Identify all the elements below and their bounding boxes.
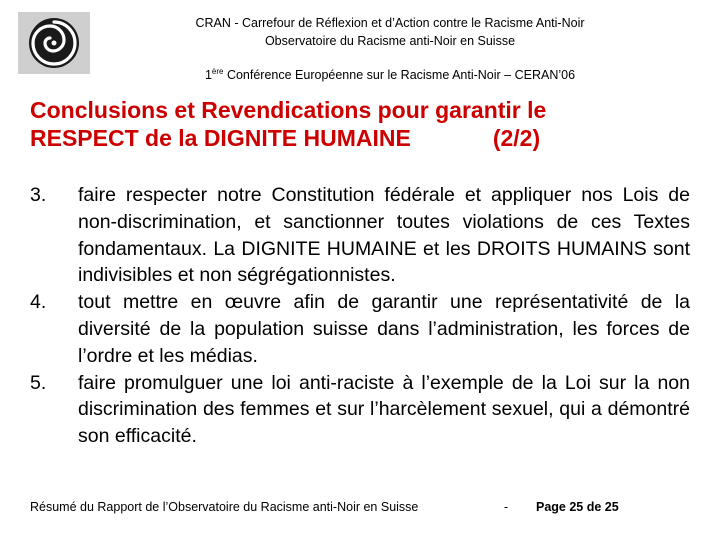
footer-separator: -	[504, 500, 509, 514]
cran-logo	[18, 12, 90, 74]
demands-list	[30, 182, 690, 450]
title-line-2-text: RESPECT de la DIGNITE HUMAINE	[30, 125, 411, 151]
list-item-text: tout mettre en œuvre afin de garantir une représentativité de la diversité de la population suisse dans l’administration, les forces de l’ordre et les médias.	[78, 291, 690, 367]
header-observatory: Observatoire du Racisme anti-Noir en Suisse	[264, 34, 516, 48]
list-item	[30, 289, 690, 369]
conference-number: 1	[204, 68, 212, 82]
title-line-1: Conclusions et Revendications pour garantir le	[30, 97, 547, 123]
conference-ordinal: ère	[211, 67, 224, 76]
list-item-text: faire respecter notre Constitution fédérale et appliquer nos Lois de non-discrimination, et sanctionner toutes violations de ces Textes fondamentaux. La DIGNITE HUMAINE et les DROITS HUMAINS sont indivisibles et non ségrégationnistes.	[78, 184, 690, 287]
list-item-number: 5.	[30, 371, 47, 394]
list-item	[30, 370, 690, 450]
list-item-number: 3.	[30, 184, 47, 206]
title-page-indicator: (2/2)	[492, 125, 541, 151]
title-line-2	[30, 124, 710, 152]
list-item-number: 4.	[30, 291, 47, 314]
list-item-text: faire promulguer une loi anti-raciste à l’exemple de la Loi sur la non discrimination des femmes et sur l’harcèlement sexuel, qui a démontré son efficacité.	[78, 371, 690, 448]
footer-report-title: Résumé du Rapport de l’Observatoire du Racisme anti-Noir en Suisse	[30, 500, 419, 514]
header-conference	[100, 66, 680, 84]
list-item	[30, 182, 690, 289]
header-organization: CRAN - Carrefour de Réflexion et d’Action contre le Racisme Anti-Noir	[195, 16, 585, 30]
spiral-logo-icon	[18, 12, 90, 74]
footer-page-number: Page 25 de 25	[536, 500, 619, 514]
conference-title: Conférence Européenne sur le Racisme Anti-Noir – CERAN’06	[223, 68, 576, 82]
page-title	[30, 96, 710, 152]
